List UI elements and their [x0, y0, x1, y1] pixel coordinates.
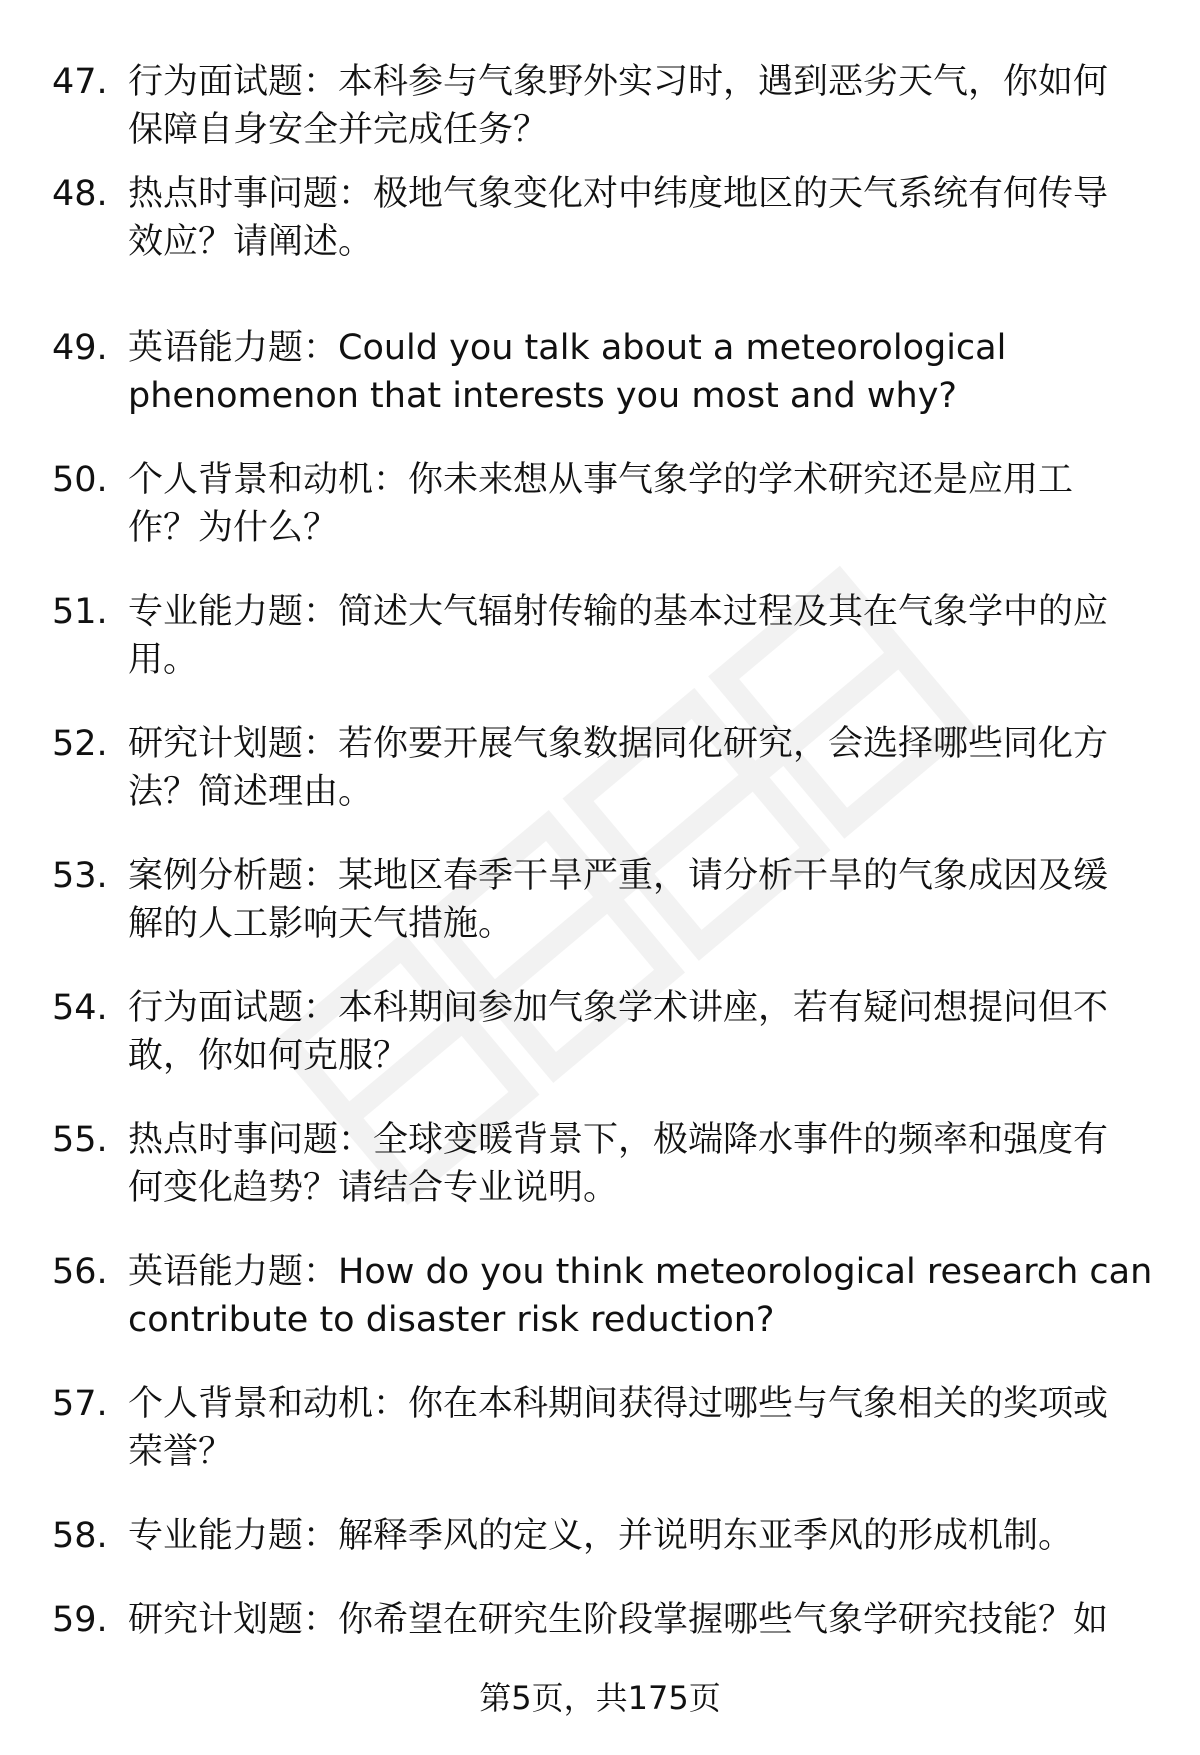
page-footer: 第5页，共175页 — [479, 1679, 721, 1717]
question-text-line: 热点时事问题：极地气象变化对中纬度地区的天气系统有何传导 — [128, 174, 1109, 214]
question-number: 47. — [52, 62, 108, 102]
question-text-line: 行为面试题：本科期间参加气象学术讲座，若有疑问想提问但不 — [128, 988, 1109, 1028]
question-text-line: contribute to disaster risk reduction? — [128, 1300, 775, 1340]
question-text-line: 英语能力题：How do you think meteorological research can — [128, 1252, 1153, 1292]
question-text-line: 用。 — [128, 640, 199, 680]
question-text-line: 热点时事问题：全球变暖背景下，极端降水事件的频率和强度有 — [128, 1120, 1109, 1160]
question-text-line: 荣誉？ — [128, 1432, 234, 1472]
question-text-line: 何变化趋势？请结合专业说明。 — [128, 1168, 619, 1208]
question-number: 48. — [52, 174, 108, 214]
question-text-line: 行为面试题：本科参与气象野外实习时，遇到恶劣天气，你如何 — [128, 62, 1109, 102]
question-text-line: 法？简述理由。 — [128, 772, 374, 812]
question-text-line: 个人背景和动机：你未来想从事气象学的学术研究还是应用工 — [128, 460, 1074, 500]
question-text-line: 研究计划题：你希望在研究生阶段掌握哪些气象学研究技能？如 — [128, 1600, 1109, 1640]
question-number: 52. — [52, 724, 108, 764]
question-text-line: 研究计划题：若你要开展气象数据同化研究，会选择哪些同化方 — [128, 724, 1109, 764]
question-text-line: 作？为什么？ — [128, 508, 339, 548]
question-text-line: 个人背景和动机：你在本科期间获得过哪些与气象相关的奖项或 — [128, 1384, 1109, 1424]
question-number: 57. — [52, 1384, 108, 1424]
question-text-line: phenomenon that interests you most and why? — [128, 376, 957, 416]
question-text-line: 专业能力题：解释季风的定义，并说明东亚季风的形成机制。 — [128, 1516, 1074, 1556]
question-text-line: 专业能力题：简述大气辐射传输的基本过程及其在气象学中的应 — [128, 592, 1109, 632]
question-number: 59. — [52, 1600, 108, 1640]
question-number: 50. — [52, 460, 108, 500]
question-text-line: 英语能力题：Could you talk about a meteorological — [128, 328, 1007, 368]
question-text-line: 案例分析题：某地区春季干旱严重，请分析干旱的气象成因及缓 — [128, 856, 1109, 896]
question-number: 56. — [52, 1252, 108, 1292]
question-number: 53. — [52, 856, 108, 896]
question-text-line: 保障自身安全并完成任务？ — [128, 110, 549, 150]
question-number: 58. — [52, 1516, 108, 1556]
question-number: 54. — [52, 988, 108, 1028]
question-text-line: 敢，你如何克服？ — [128, 1036, 409, 1076]
question-number: 49. — [52, 328, 108, 368]
question-number: 55. — [52, 1120, 108, 1160]
question-text-line: 效应？请阐述。 — [128, 222, 374, 262]
question-number: 51. — [52, 592, 108, 632]
question-text-line: 解的人工影响天气措施。 — [128, 904, 514, 944]
